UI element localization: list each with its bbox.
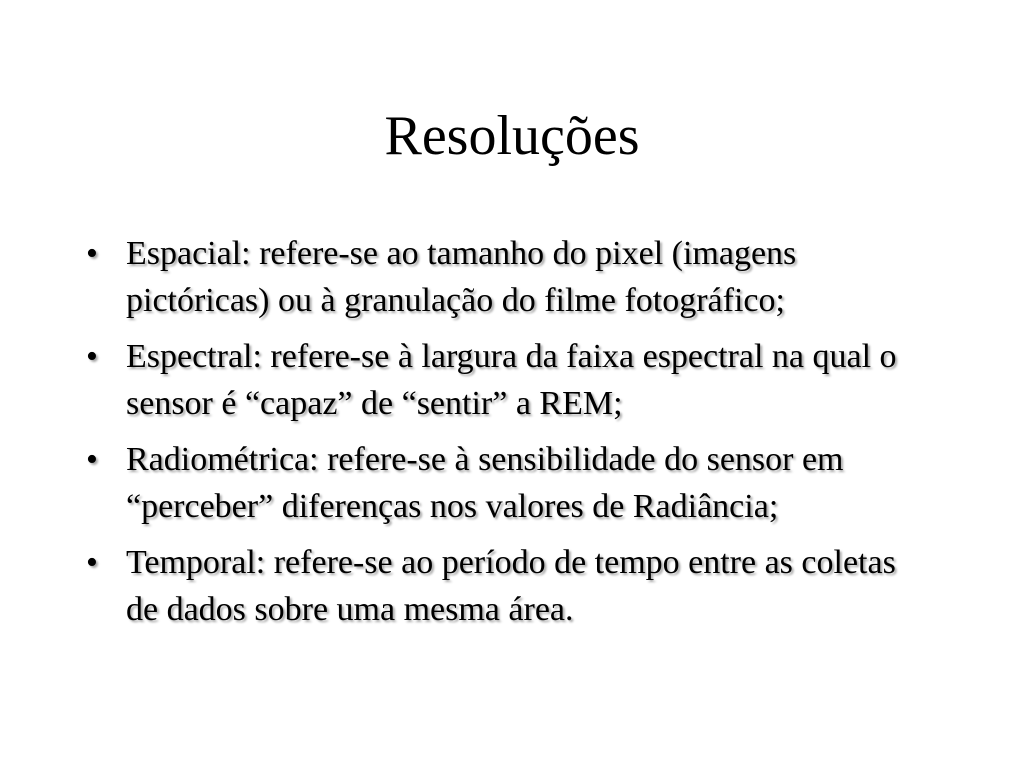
bullet-icon: • xyxy=(86,544,98,581)
bullet-item-espacial xyxy=(86,230,936,324)
bullet-item-espectral xyxy=(86,333,936,427)
bullet-text: Temporal: refere-se ao período de tempo entre as coletas de dados sobre uma mesma área. xyxy=(126,544,896,628)
bullet-icon: • xyxy=(86,441,98,478)
bullet-list xyxy=(86,230,936,642)
bullet-text: Espacial: refere-se ao tamanho do pixel (imagens pictóricas) ou à granulação do filme fotográfico; xyxy=(126,235,797,319)
bullet-icon: • xyxy=(86,235,98,272)
bullet-icon: • xyxy=(86,338,98,375)
bullet-text: Radiométrica: refere-se à sensibilidade do sensor em “perceber” diferenças nos valores de Radiância; xyxy=(126,441,844,525)
bullet-text: Espectral: refere-se à largura da faixa espectral na qual o sensor é “capaz” de “sentir” a REM; xyxy=(126,338,897,422)
bullet-item-radiometrica xyxy=(86,436,936,530)
slide-title: Resoluções xyxy=(384,105,640,167)
bullet-item-temporal xyxy=(86,539,936,633)
